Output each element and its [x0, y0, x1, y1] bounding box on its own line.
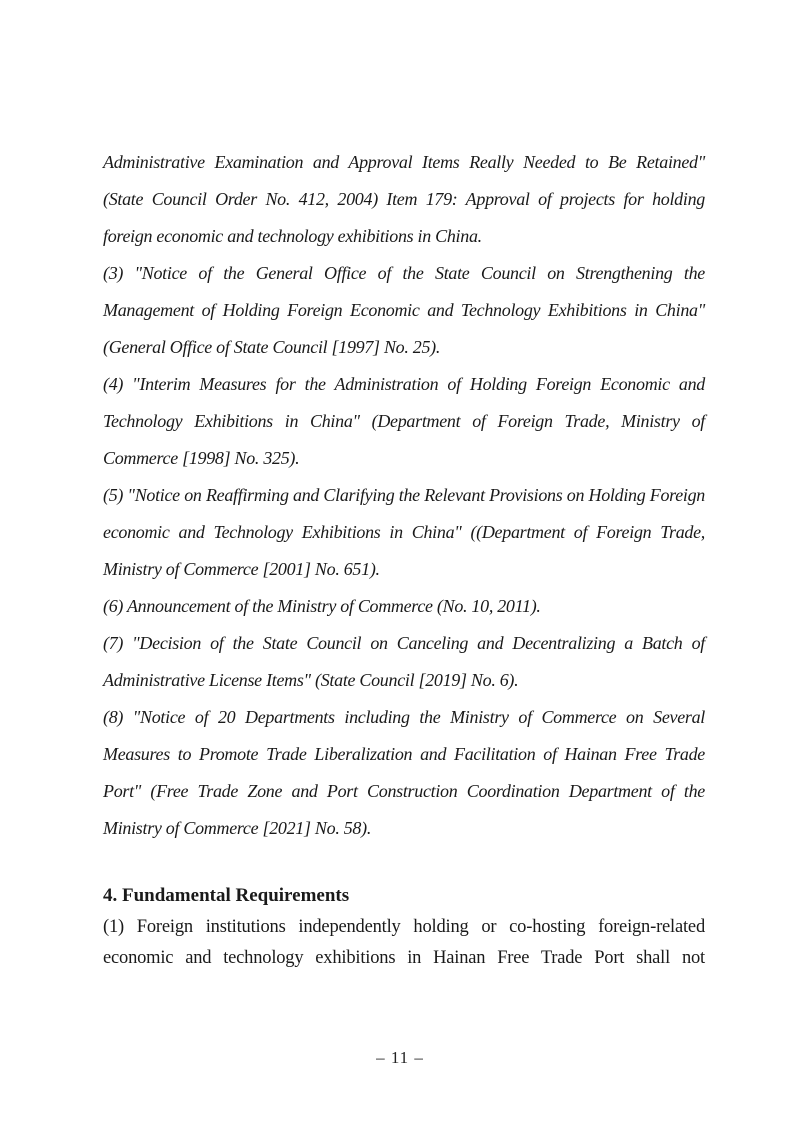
section-heading: 4. Fundamental Requirements — [103, 885, 350, 906]
text-line: Management of Holding Foreign Economic and Technology Exhibitions in China" — [103, 300, 705, 320]
text-line: Ministry of Commerce [2021] No. 58). — [103, 818, 372, 838]
text-line: Technology Exhibitions in China" (Department of Foreign Trade, Ministry of — [103, 411, 705, 431]
text-line: (General Office of State Council [1997] No. 25). — [103, 337, 441, 357]
text-line: (3) "Notice of the General Office of the State Council on Strengthening the — [103, 263, 705, 283]
text-line: foreign economic and technology exhibitions in China. — [103, 226, 482, 246]
page-content — [103, 144, 705, 974]
text-line: Measures to Promote Trade Liberalization and Facilitation of Hainan Free Trade — [103, 744, 705, 764]
text-line: Ministry of Commerce [2001] No. 651). — [103, 559, 380, 579]
text-line: (5) "Notice on Reaffirming and Clarifying the Relevant Provisions on Holding Foreign — [103, 485, 705, 505]
text-line: (4) "Interim Measures for the Administration of Holding Foreign Economic and — [103, 374, 705, 394]
text-line: Port" (Free Trade Zone and Port Construction Coordination Department of the — [103, 781, 705, 801]
references-section — [103, 144, 705, 847]
text-line: (8) "Notice of 20 Departments including the Ministry of Commerce on Several — [103, 707, 705, 727]
text-line: Administrative Examination and Approval Items Really Needed to Be Retained" — [103, 152, 705, 172]
text-line: (7) "Decision of the State Council on Canceling and Decentralizing a Batch of — [103, 633, 705, 653]
page-number: – 11 – — [376, 1048, 424, 1067]
requirements-section — [103, 880, 705, 974]
text-line: Commerce [1998] No. 325). — [103, 448, 300, 468]
text-line: (1) Foreign institutions independently holding or co-hosting foreign-related — [103, 917, 705, 937]
text-line: (State Council Order No. 412, 2004) Item 179: Approval of projects for holding — [103, 189, 705, 209]
text-line: Administrative License Items" (State Council [2019] No. 6). — [103, 670, 519, 690]
text-line: (6) Announcement of the Ministry of Commerce (No. 10, 2011). — [103, 596, 541, 616]
requirements-body — [103, 912, 705, 974]
text-line: economic and technology exhibitions in Hainan Free Trade Port shall not — [103, 948, 705, 968]
text-line: economic and Technology Exhibitions in China" ((Department of Foreign Trade, — [103, 522, 705, 542]
